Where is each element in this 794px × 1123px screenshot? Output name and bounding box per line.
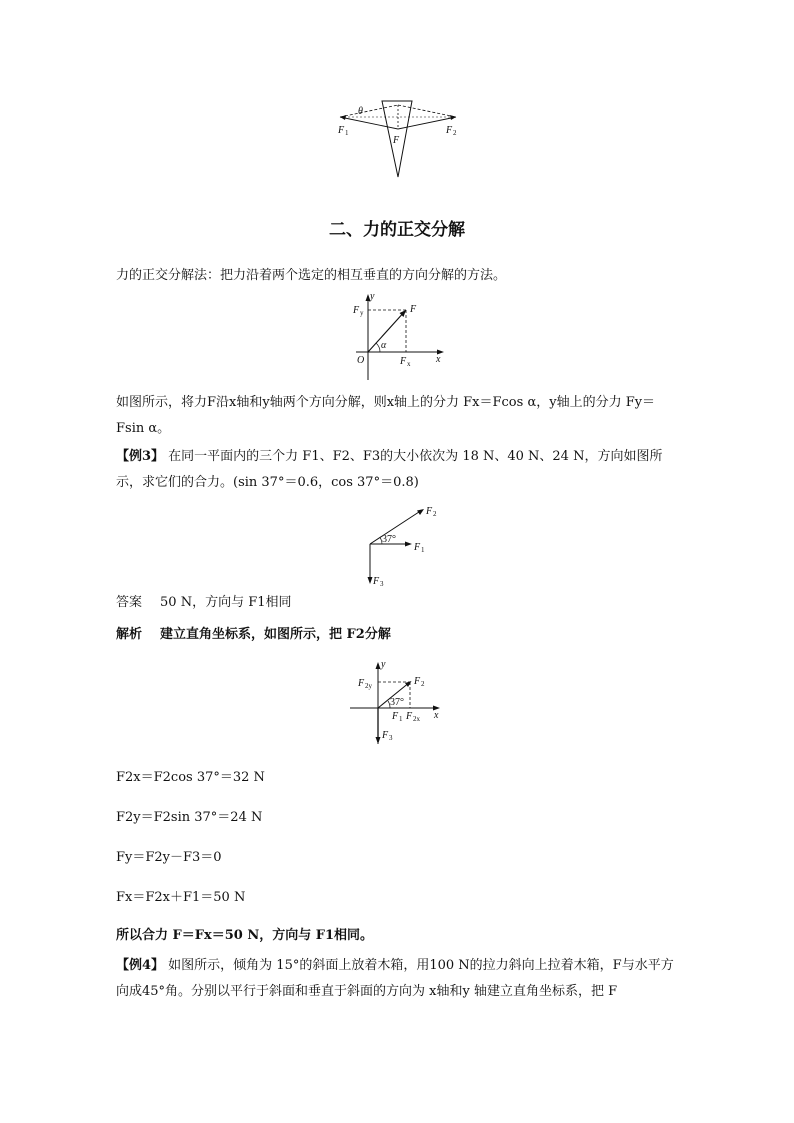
explanation-line2: Fsin α。 — [116, 421, 171, 436]
f-label: F — [410, 304, 417, 315]
f2x-sub: 2x — [413, 715, 420, 723]
f3-sub: 3 — [389, 734, 393, 742]
explanation-paragraph — [116, 390, 681, 442]
f1-label: F — [392, 711, 399, 722]
equation-fx: Fx＝F2x＋F1＝50 N — [116, 890, 246, 905]
orthogonal-decomposition-figure — [348, 292, 448, 382]
f2y-label: F — [358, 678, 365, 689]
example3-paragraph — [116, 444, 681, 496]
force-f-vector — [368, 310, 406, 352]
x-axis-label: x — [436, 354, 441, 365]
answer-line — [116, 590, 681, 616]
fx-sub: x — [407, 360, 411, 368]
angle-label: 37° — [390, 697, 404, 708]
theta-label: θ — [358, 106, 363, 117]
f1-sub: 1 — [421, 546, 425, 554]
answer-label: 答案 — [116, 595, 143, 610]
f2-sub: 2 — [433, 510, 437, 518]
f2-decomposition-figure — [348, 660, 448, 746]
f2y-sub: 2y — [365, 682, 372, 690]
f3-sub: 3 — [380, 580, 384, 588]
f3-label: F — [382, 730, 389, 741]
y-axis-label: y — [370, 291, 375, 302]
f2x-label: F — [406, 711, 413, 722]
origin-label: O — [357, 355, 365, 366]
example3-text: 在同一平面内的三个力 F1、F2、F3的大小依次为 18 N、40 N、24 N，方向如图所示，求它们的合力。(sin 37°＝0.6，cos 37°＝0.8) — [116, 449, 663, 490]
analysis-label: 解析 — [116, 627, 143, 642]
f2-label: F — [446, 125, 453, 136]
example4-text: 如图所示，倾角为 15°的斜面上放着木箱，用100 N的拉力斜向上拉着木箱，F与水平方向成45°角。分别以平行于斜面和垂直于斜面的方向为 x轴和y 轴建立直角坐标系，把 F — [116, 958, 674, 999]
equation-fy: Fy＝F2y－F3＝0 — [116, 850, 222, 865]
example4-paragraph — [116, 953, 681, 1005]
f2-label: F — [426, 506, 433, 517]
explanation-line1: 如图所示，将力F沿x轴和y轴两个方向分解，则x轴上的分力 Fx＝Fcos α，y轴上的分力 Fy＝ — [116, 395, 656, 410]
f2-sub: 2 — [421, 680, 425, 688]
f2-sub: 2 — [453, 129, 457, 137]
x-axis-label: x — [434, 710, 439, 721]
f2-label: F — [414, 676, 421, 687]
three-forces-figure — [362, 502, 442, 590]
f2-vector — [370, 510, 422, 544]
f1-label: F — [338, 125, 345, 136]
f-label: F — [393, 135, 400, 146]
wedge-force-figure — [330, 95, 470, 185]
fy-sub: y — [360, 309, 364, 317]
analysis-text: 建立直角坐标系，如图所示，把 F2分解 — [160, 627, 391, 642]
f1-sub: 1 — [399, 715, 403, 723]
definition-text: 力的正交分解法：把力沿着两个选定的相互垂直的方向分解的方法。 — [116, 268, 507, 283]
f3-label: F — [373, 576, 380, 587]
analysis-line — [116, 622, 681, 648]
section-heading: 二、力的正交分解 — [329, 220, 465, 240]
fx-label: F — [400, 356, 407, 367]
alpha-label: α — [381, 340, 387, 351]
conclusion-text: 所以合力 F＝Fx＝50 N，方向与 F1相同。 — [116, 928, 374, 943]
fy-label: F — [353, 305, 360, 316]
y-axis-label: y — [381, 659, 386, 670]
angle-label: 37° — [382, 534, 396, 545]
equation-f2x: F2x＝F2cos 37°＝32 N — [116, 770, 265, 785]
example4-tag: 【例4】 — [116, 958, 165, 973]
f1-sub: 1 — [345, 129, 349, 137]
equation-f2y: F2y＝F2sin 37°＝24 N — [116, 810, 263, 825]
f1-arrow-line — [340, 117, 398, 129]
example3-tag: 【例3】 — [116, 449, 165, 464]
f1-label: F — [414, 542, 421, 553]
answer-text: 50 N，方向与 F1相同 — [160, 595, 292, 610]
